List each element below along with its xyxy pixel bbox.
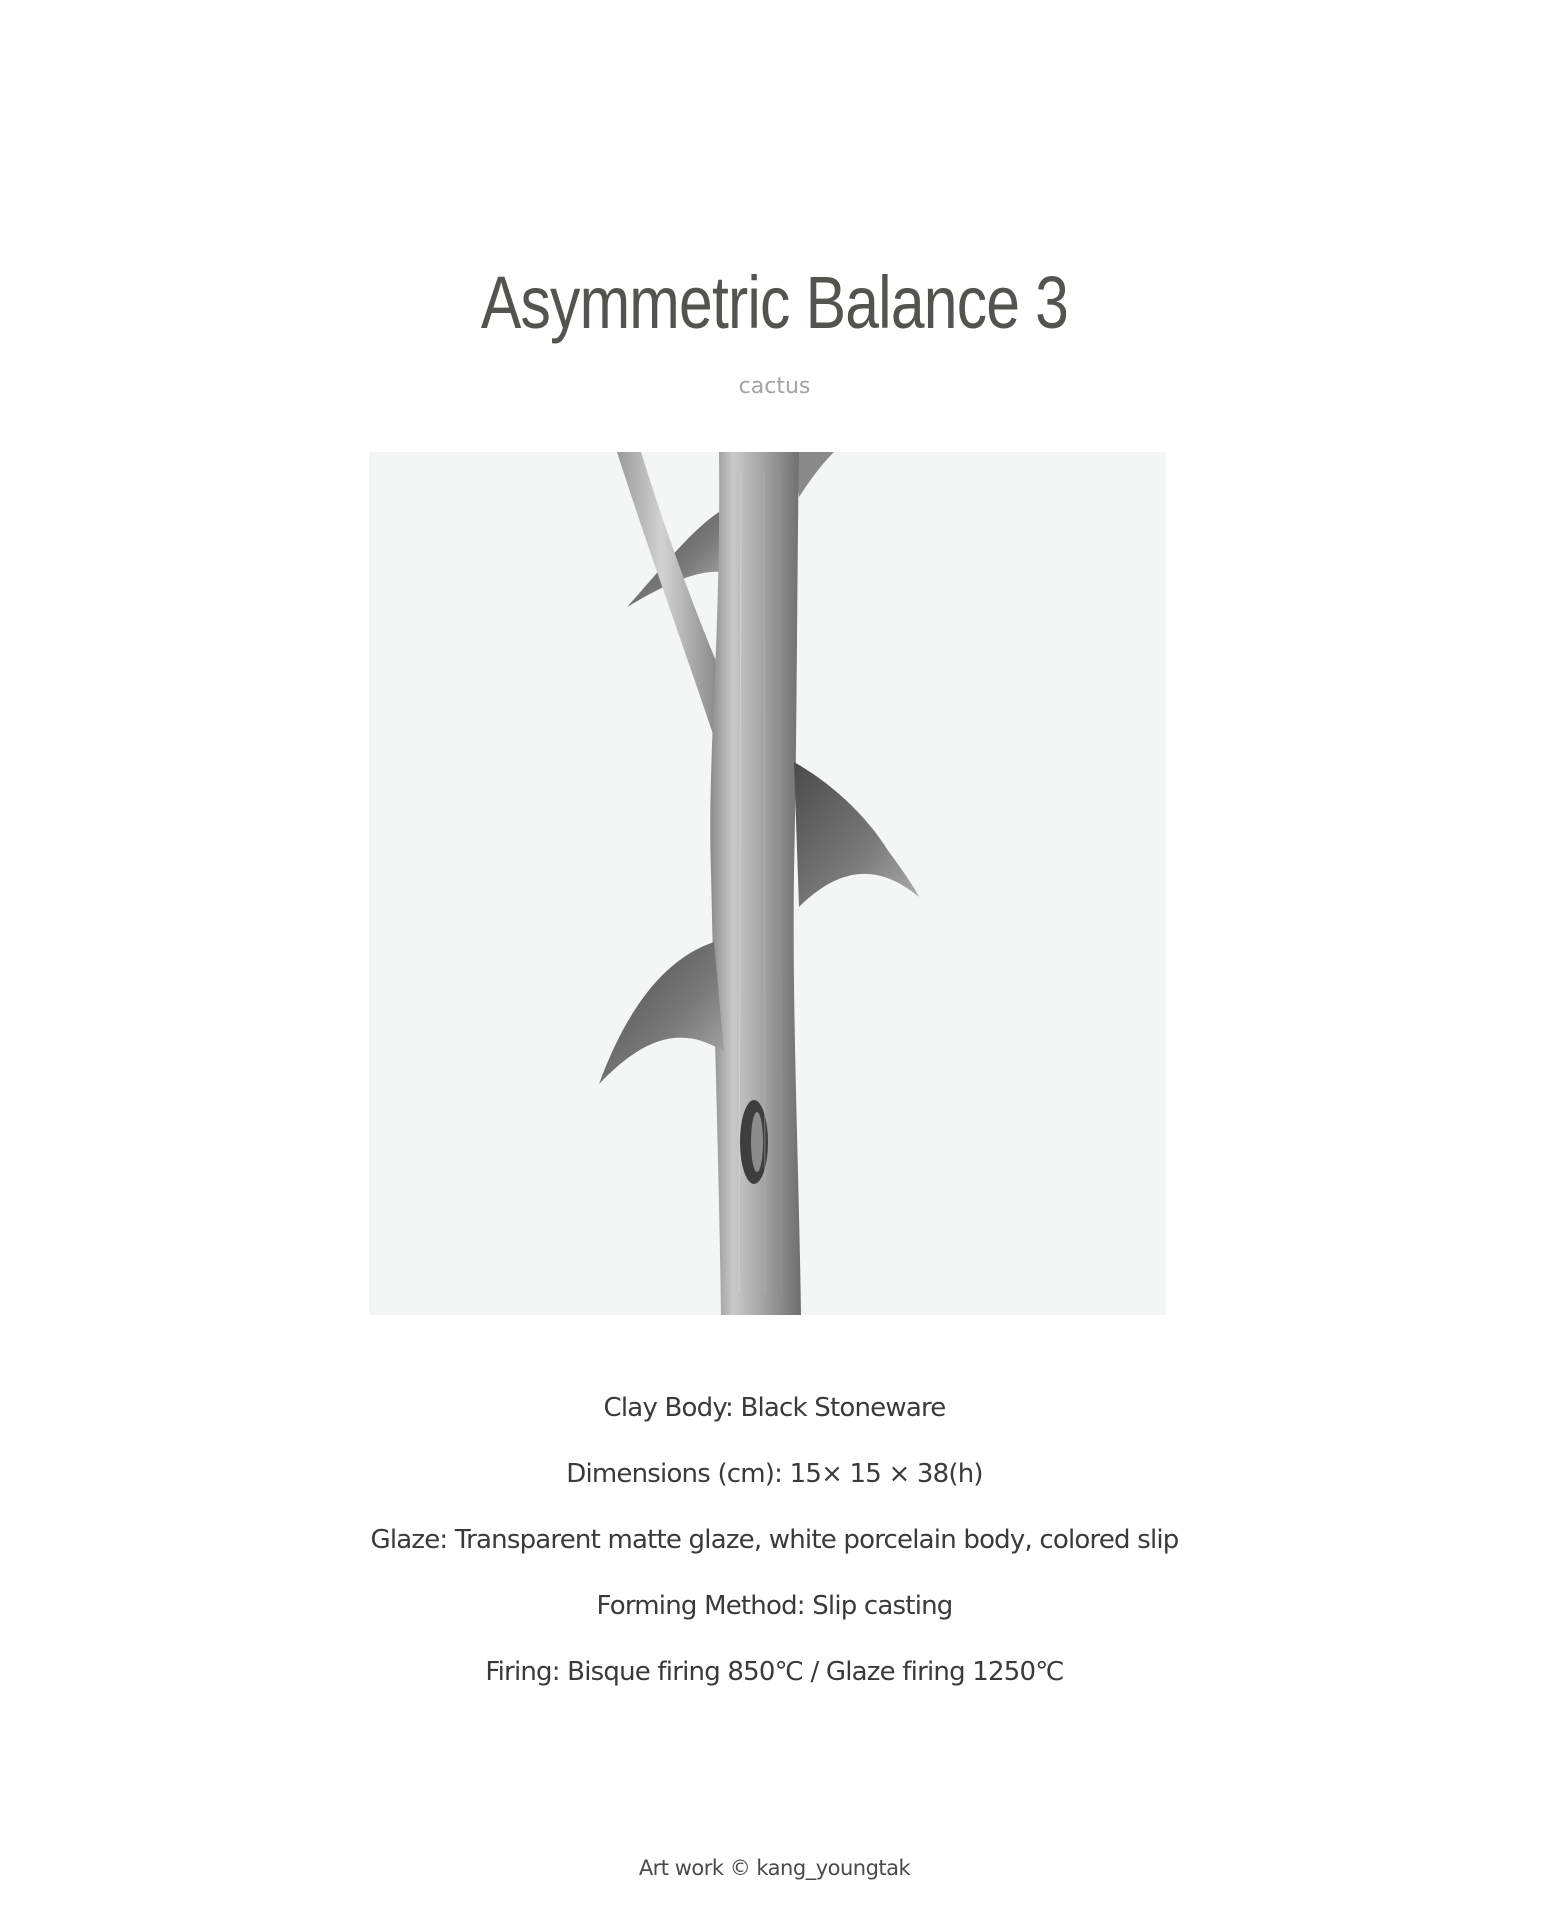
thorny-stem-image (369, 452, 1166, 1315)
page-title: Asymmetric Balance 3 (480, 261, 1069, 344)
artwork-specs (0, 1392, 1549, 1722)
spec-forming-method: Forming Method: Slip casting (596, 1591, 953, 1621)
spec-dimensions: Dimensions (cm): 15× 15 × 38(h) (566, 1459, 983, 1489)
spec-glaze: Glaze: Transparent matte glaze, white porcelain body, colored slip (370, 1525, 1179, 1555)
page-subtitle: cactus (738, 374, 811, 399)
artwork-credit: Art work © kang_youngtak (638, 1856, 911, 1880)
spec-clay-body: Clay Body: Black Stoneware (603, 1393, 946, 1423)
spec-firing: Firing: Bisque firing 850℃ / Glaze firing 1250℃ (485, 1657, 1064, 1687)
artwork-image (369, 452, 1166, 1315)
